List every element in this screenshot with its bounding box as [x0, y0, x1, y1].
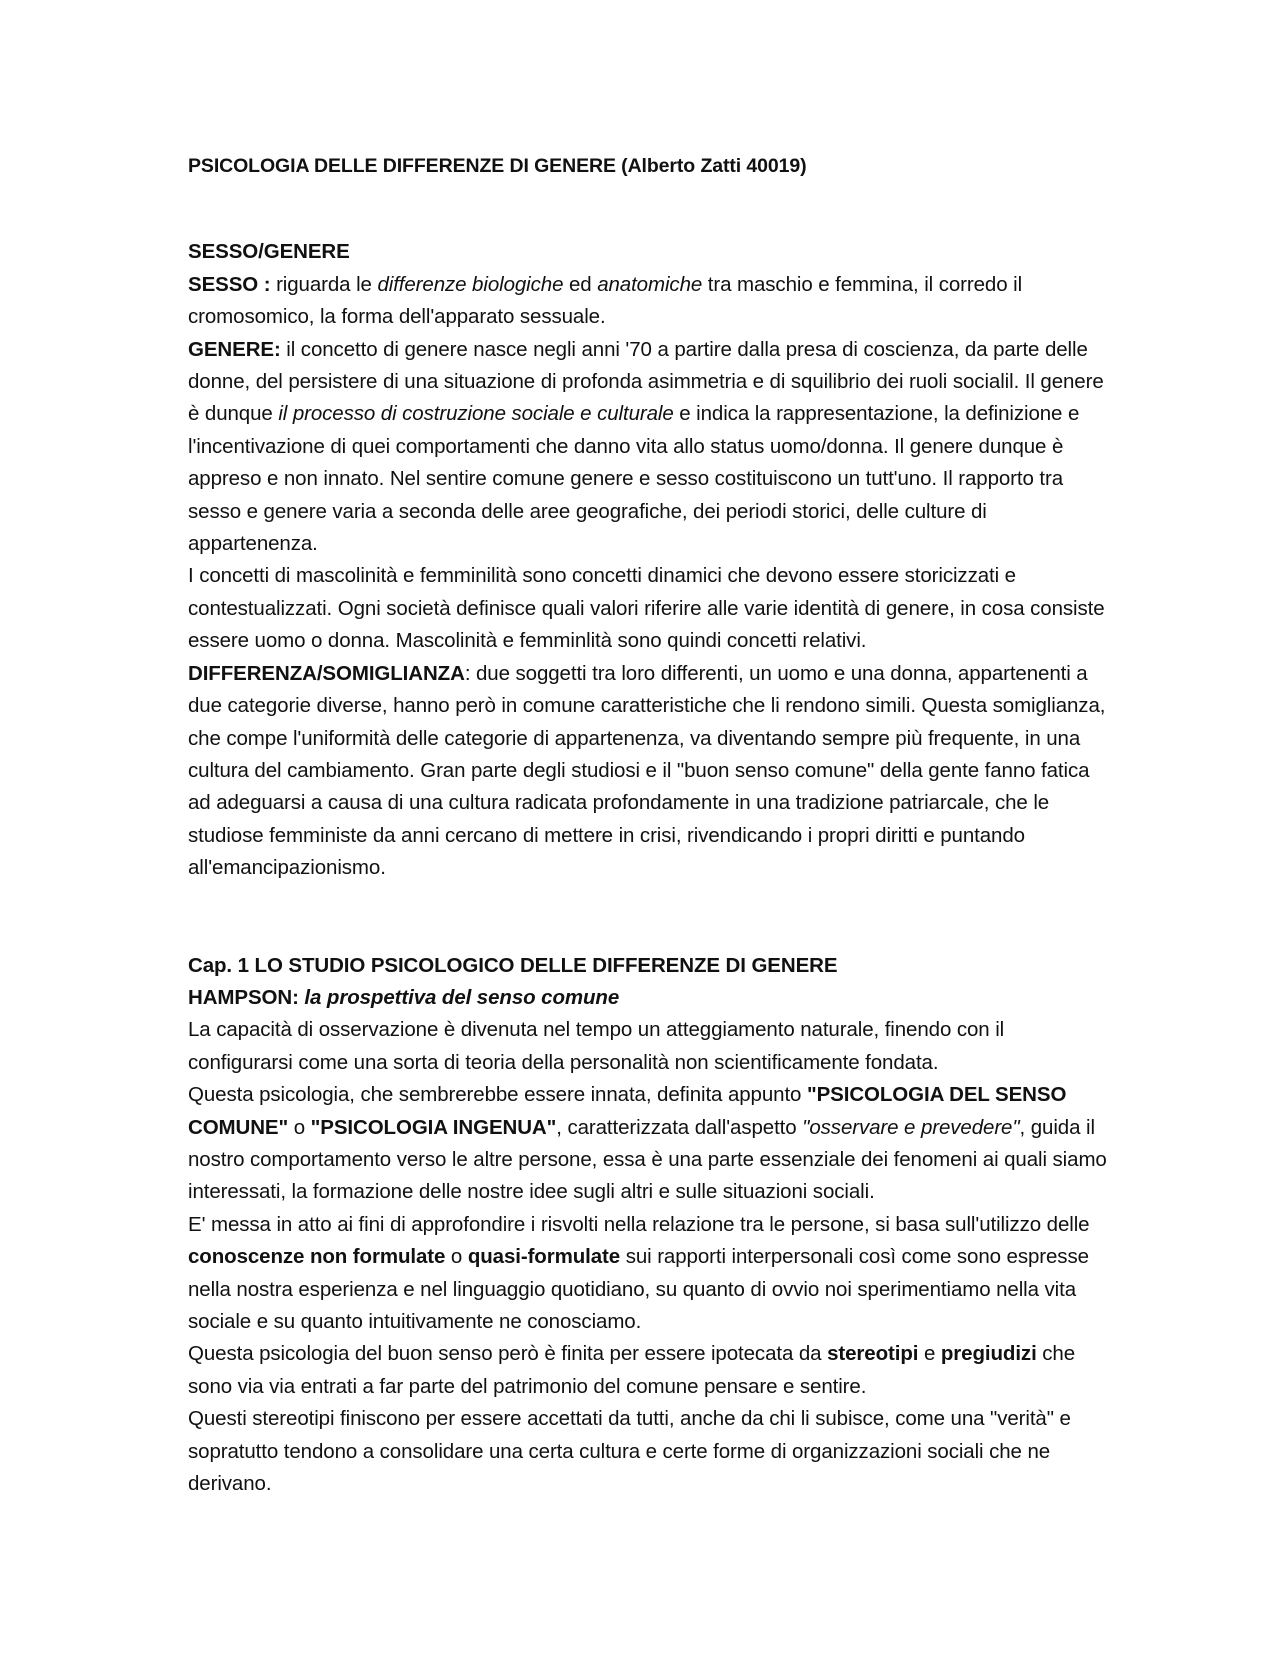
- paragraph-sesso: [188, 269, 1108, 334]
- paragraph-osservazione: La capacità di osservazione è divenuta nel tempo un atteggiamento naturale, finendo con il configurarsi come una sorta di teoria della personalità non scientificamente fondata.: [188, 1018, 1005, 1074]
- spacer: [188, 885, 1108, 950]
- text-span: o: [445, 1245, 468, 1269]
- bold-span: "PSICOLOGIA DEL SENSO COMUNE": [188, 1083, 1067, 1139]
- text-span: sui rapporti interpersonali così come sono espresse nella nostra esperienza e nel linguaggio quotidiano, su quanto di ovvio noi sperimentiamo nella vita sociale e su quanto intuitivamente ne conosciamo.: [188, 1245, 1089, 1333]
- paragraph-conoscenze: [188, 1209, 1108, 1339]
- text-span: tra maschio e femmina, il corredo il cromosomico, la forma dell'apparato sessuale.: [188, 272, 1023, 329]
- italic-span: anatomiche: [597, 272, 703, 296]
- italic-span: differenze biologiche: [377, 272, 564, 296]
- paragraph-psicologia-senso-comune: [188, 1079, 1108, 1209]
- paragraph-genere: [188, 334, 1108, 561]
- text-span: riguarda le: [270, 272, 378, 296]
- subheading-hampson: [188, 982, 1108, 1014]
- document-title: PSICOLOGIA DELLE DIFFERENZE DI GENERE (Alberto Zatti 40019): [188, 155, 807, 177]
- term-differenza-somiglianza: DIFFERENZA/SOMIGLIANZA: [188, 661, 465, 685]
- subheading-name: HAMPSON:: [188, 985, 299, 1009]
- text-span: il concetto di genere nasce negli anni '70 a partire dalla presa di coscienza, da parte delle donne, del persistere di una situazione di profonda asimmetria e di squilibrio dei ruoli socialil. Il genere è dunque: [188, 337, 1104, 426]
- text-span: Questa psicologia, che sembrerebbe essere innata, definita appunto: [188, 1083, 807, 1107]
- text-span: e indica la rappresentazione, la definizione e l'incentivazione di quei comportamenti che danno vita allo status uomo/donna. Il genere dunque è appreso e non innato. Nel sentire comune genere e sesso costituiscono un tutt'uno. Il rapporto tra sesso e genere varia a seconda delle aree geografiche, dei periodi storici, delle culture di appartenenza.: [188, 402, 1080, 556]
- italic-span: "osservare e prevedere": [802, 1115, 1020, 1139]
- italic-span: il processo di costruzione sociale e culturale: [278, 402, 674, 426]
- paragraph-stereotipi-pregiudizi: [188, 1338, 1108, 1403]
- text-span: che sono via via entrati a far parte del patrimonio del comune pensare e sentire.: [188, 1342, 1076, 1398]
- term-genere: GENERE:: [188, 337, 281, 361]
- subheading-italic: la prospettiva del senso comune: [298, 985, 620, 1009]
- spacer: [188, 182, 1108, 236]
- bold-span: stereotipi: [827, 1342, 919, 1366]
- paragraph-differenza: [188, 658, 1108, 885]
- paragraph-verita: Questi stereotipi finiscono per essere accettati da tutti, anche da chi li subisce, come una "verità" e sopratutto tendono a consolidare una certa cultura e certe forme di organizzazioni sociali che ne derivano.: [188, 1407, 1071, 1496]
- text-span: , guida il nostro comportamento verso le altre persone, essa è una parte essenziale dei fenomeni ai quali siamo interessati, la formazione delle nostre idee sugli altri e sulle situazioni sociali.: [188, 1115, 1107, 1204]
- bold-span: conoscenze non formulate: [188, 1245, 446, 1269]
- bold-span: pregiudizi: [940, 1342, 1037, 1366]
- document-body: [188, 150, 1108, 1500]
- section-heading-sesso-genere: SESSO/GENERE: [188, 240, 350, 264]
- bold-span: "PSICOLOGIA INGENUA": [310, 1115, 557, 1139]
- text-span: , caratterizzata dall'aspetto: [556, 1115, 803, 1139]
- text-span: o: [288, 1115, 311, 1139]
- text-span: : due soggetti tra loro differenti, un uomo e una donna, appartenenti a due categorie diverse, hanno però in comune caratteristiche che li rendono simili. Questa somiglianza, che compe l'uniformità delle categorie di appartenenza, va diventando sempre più frequente, in una cultura del cambiamento. Gran parte degli studiosi e il "buon senso comune" della gente fanno fatica ad adeguarsi a causa di una cultura radicata profondamente in una tradizione patriarcale, che le studiose femministe da anni cercano di mettere in crisi, rivendicando i propri diritti e puntando all'emancipazionismo.: [188, 661, 1106, 880]
- text-span: ed: [563, 272, 598, 296]
- text-span: Questa psicologia del buon senso però è finita per essere ipotecata da: [188, 1342, 828, 1366]
- text-span: E' messa in atto ai fini di approfondire i risvolti nella relazione tra le persone, si basa sull'utilizzo delle: [188, 1212, 1090, 1236]
- bold-span: quasi-formulate: [467, 1245, 621, 1269]
- term-sesso: SESSO :: [188, 272, 271, 296]
- paragraph-mascolinita: I concetti di mascolinità e femminilità sono concetti dinamici che devono essere storicizzati e contestualizzati. Ogni società definisce quali valori riferire alle varie identità di genere, in cosa consiste essere uomo o donna. Mascolinità e femminlità sono quindi concetti relativi.: [188, 564, 1105, 653]
- text-span: e: [918, 1342, 941, 1366]
- chapter-heading: Cap. 1 LO STUDIO PSICOLOGICO DELLE DIFFERENZE DI GENERE: [188, 953, 838, 977]
